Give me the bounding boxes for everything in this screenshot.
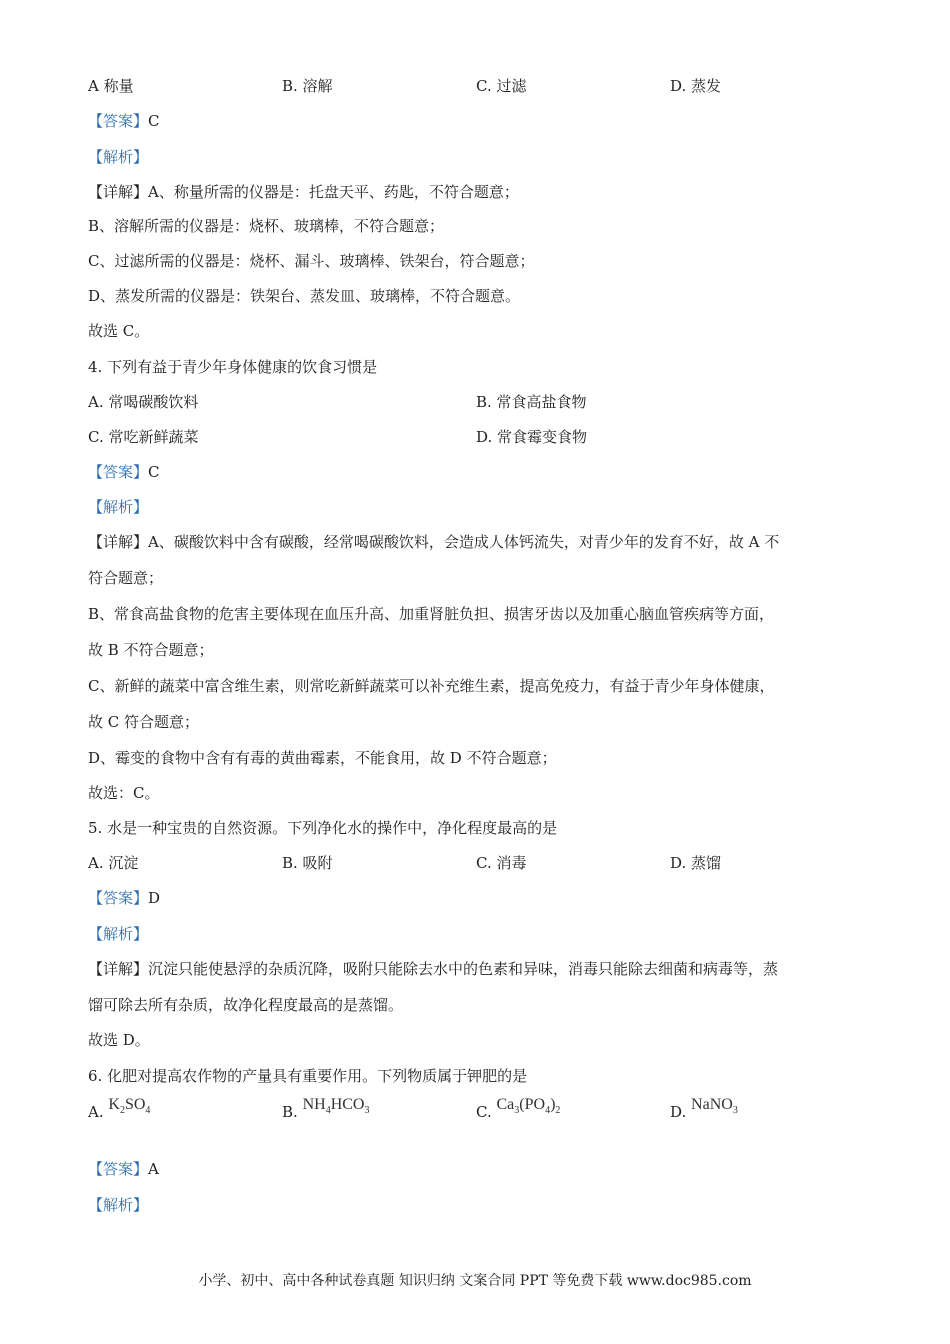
q6-option-a: A. $K_2SO_4$: [88, 1096, 151, 1121]
q6-question: 6. 化肥对提高农作物的产量具有重要作用。下列物质属于钾肥的是: [88, 1067, 528, 1085]
q3-option-d: D. 蒸发: [670, 77, 722, 95]
formula-nano3: NaNO$_3$: [691, 1096, 738, 1117]
q6-option-c: C. $Ca_3(PO_4)_2$: [476, 1096, 561, 1121]
q3-option-a: A 称量: [88, 77, 134, 95]
q4-analysis-tag: 【解析】: [88, 498, 149, 516]
q6-option-d: D. NaNO$_3$: [670, 1096, 738, 1121]
formula-k2so4: $K_2SO_4$: [108, 1096, 151, 1117]
q4-option-d: D. 常食霉变食物: [476, 428, 588, 446]
q5-question: 5. 水是一种宝贵的自然资源。下列净化水的操作中，净化程度最高的是: [88, 819, 558, 837]
q3-detail-line-2: B、溶解所需的仪器是：烧杯、玻璃棒，不符合题意；: [88, 217, 445, 235]
q5-detail-line-2: 馏可除去所有杂质，故净化程度最高的是蒸馏。: [88, 996, 404, 1014]
q5-option-c: C. 消毒: [476, 854, 527, 872]
formula-nh4hco3: $NH_4HCO_3$: [302, 1096, 370, 1117]
q4-option-a: A. 常喝碳酸饮料: [88, 393, 199, 411]
page-footer: 小学、初中、高中各种试卷真题 知识归纳 文案合同 PPT 等免费下载 www.doc985.com: [198, 1273, 752, 1289]
q5-detail-line-1: 【详解】沉淀只能使悬浮的杂质沉降，吸附只能除去水中的色素和异味，消毒只能除去细菌和病毒等，蒸: [88, 960, 779, 978]
q4-conclusion: 故选：C。: [88, 784, 160, 802]
q3-option-b: B. 溶解: [282, 77, 333, 95]
q4-detail-line-5: C、新鲜的蔬菜中富含维生素，则常吃新鲜蔬菜可以补充维生素，提高免疫力，有益于青少年身体健康，: [88, 677, 775, 695]
q5-analysis-tag: 【解析】: [88, 925, 149, 943]
q5-option-a: A. 沉淀: [88, 854, 139, 872]
formula-ca3po42: $Ca_3(PO_4)_2$: [496, 1096, 561, 1117]
q4-detail-line-1: 【详解】A、碳酸饮料中含有碳酸，经常喝碳酸饮料，会造成人体钙流失，对青少年的发育不好，故 A 不: [88, 533, 780, 551]
q4-detail-line-4: 故 B 不符合题意；: [88, 641, 214, 659]
q4-option-b: B. 常食高盐食物: [476, 393, 587, 411]
q3-analysis-tag: 【解析】: [88, 148, 149, 166]
q5-option-d: D. 蒸馏: [670, 854, 722, 872]
q6-answer: 【答案】A: [88, 1160, 159, 1178]
q5-answer: 【答案】D: [88, 889, 161, 907]
q4-option-c: C. 常吃新鲜蔬菜: [88, 428, 199, 446]
q6-option-b: B. $NH_4HCO_3$: [282, 1096, 370, 1121]
q3-conclusion: 故选 C。: [88, 322, 150, 340]
q4-detail-line-3: B、常食高盐食物的危害主要体现在血压升高、加重肾脏负担、损害牙齿以及加重心脑血管疾病等方面，: [88, 605, 775, 623]
q3-detail-line-1: 【详解】A、称量所需的仪器是：托盘天平、药匙，不符合题意；: [88, 183, 519, 201]
q3-detail-line-4: D、蒸发所需的仪器是：铁架台、蒸发皿、玻璃棒，不符合题意。: [88, 287, 521, 305]
q4-question: 4. 下列有益于青少年身体健康的饮食习惯是: [88, 358, 378, 376]
q4-detail-line-2: 符合题意；: [88, 569, 164, 587]
q4-detail-line-6: 故 C 符合题意；: [88, 713, 200, 731]
q3-option-c: C. 过滤: [476, 77, 527, 95]
q5-option-b: B. 吸附: [282, 854, 333, 872]
q4-answer: 【答案】C: [88, 463, 160, 481]
q3-detail-line-3: C、过滤所需的仪器是：烧杯、漏斗、玻璃棒、铁架台，符合题意；: [88, 252, 535, 270]
q6-analysis-tag: 【解析】: [88, 1196, 149, 1214]
q5-conclusion: 故选 D。: [88, 1031, 150, 1049]
q4-detail-line-7: D、霉变的食物中含有有毒的黄曲霉素，不能食用，故 D 不符合题意；: [88, 749, 557, 767]
q3-answer: 【答案】C: [88, 112, 160, 130]
